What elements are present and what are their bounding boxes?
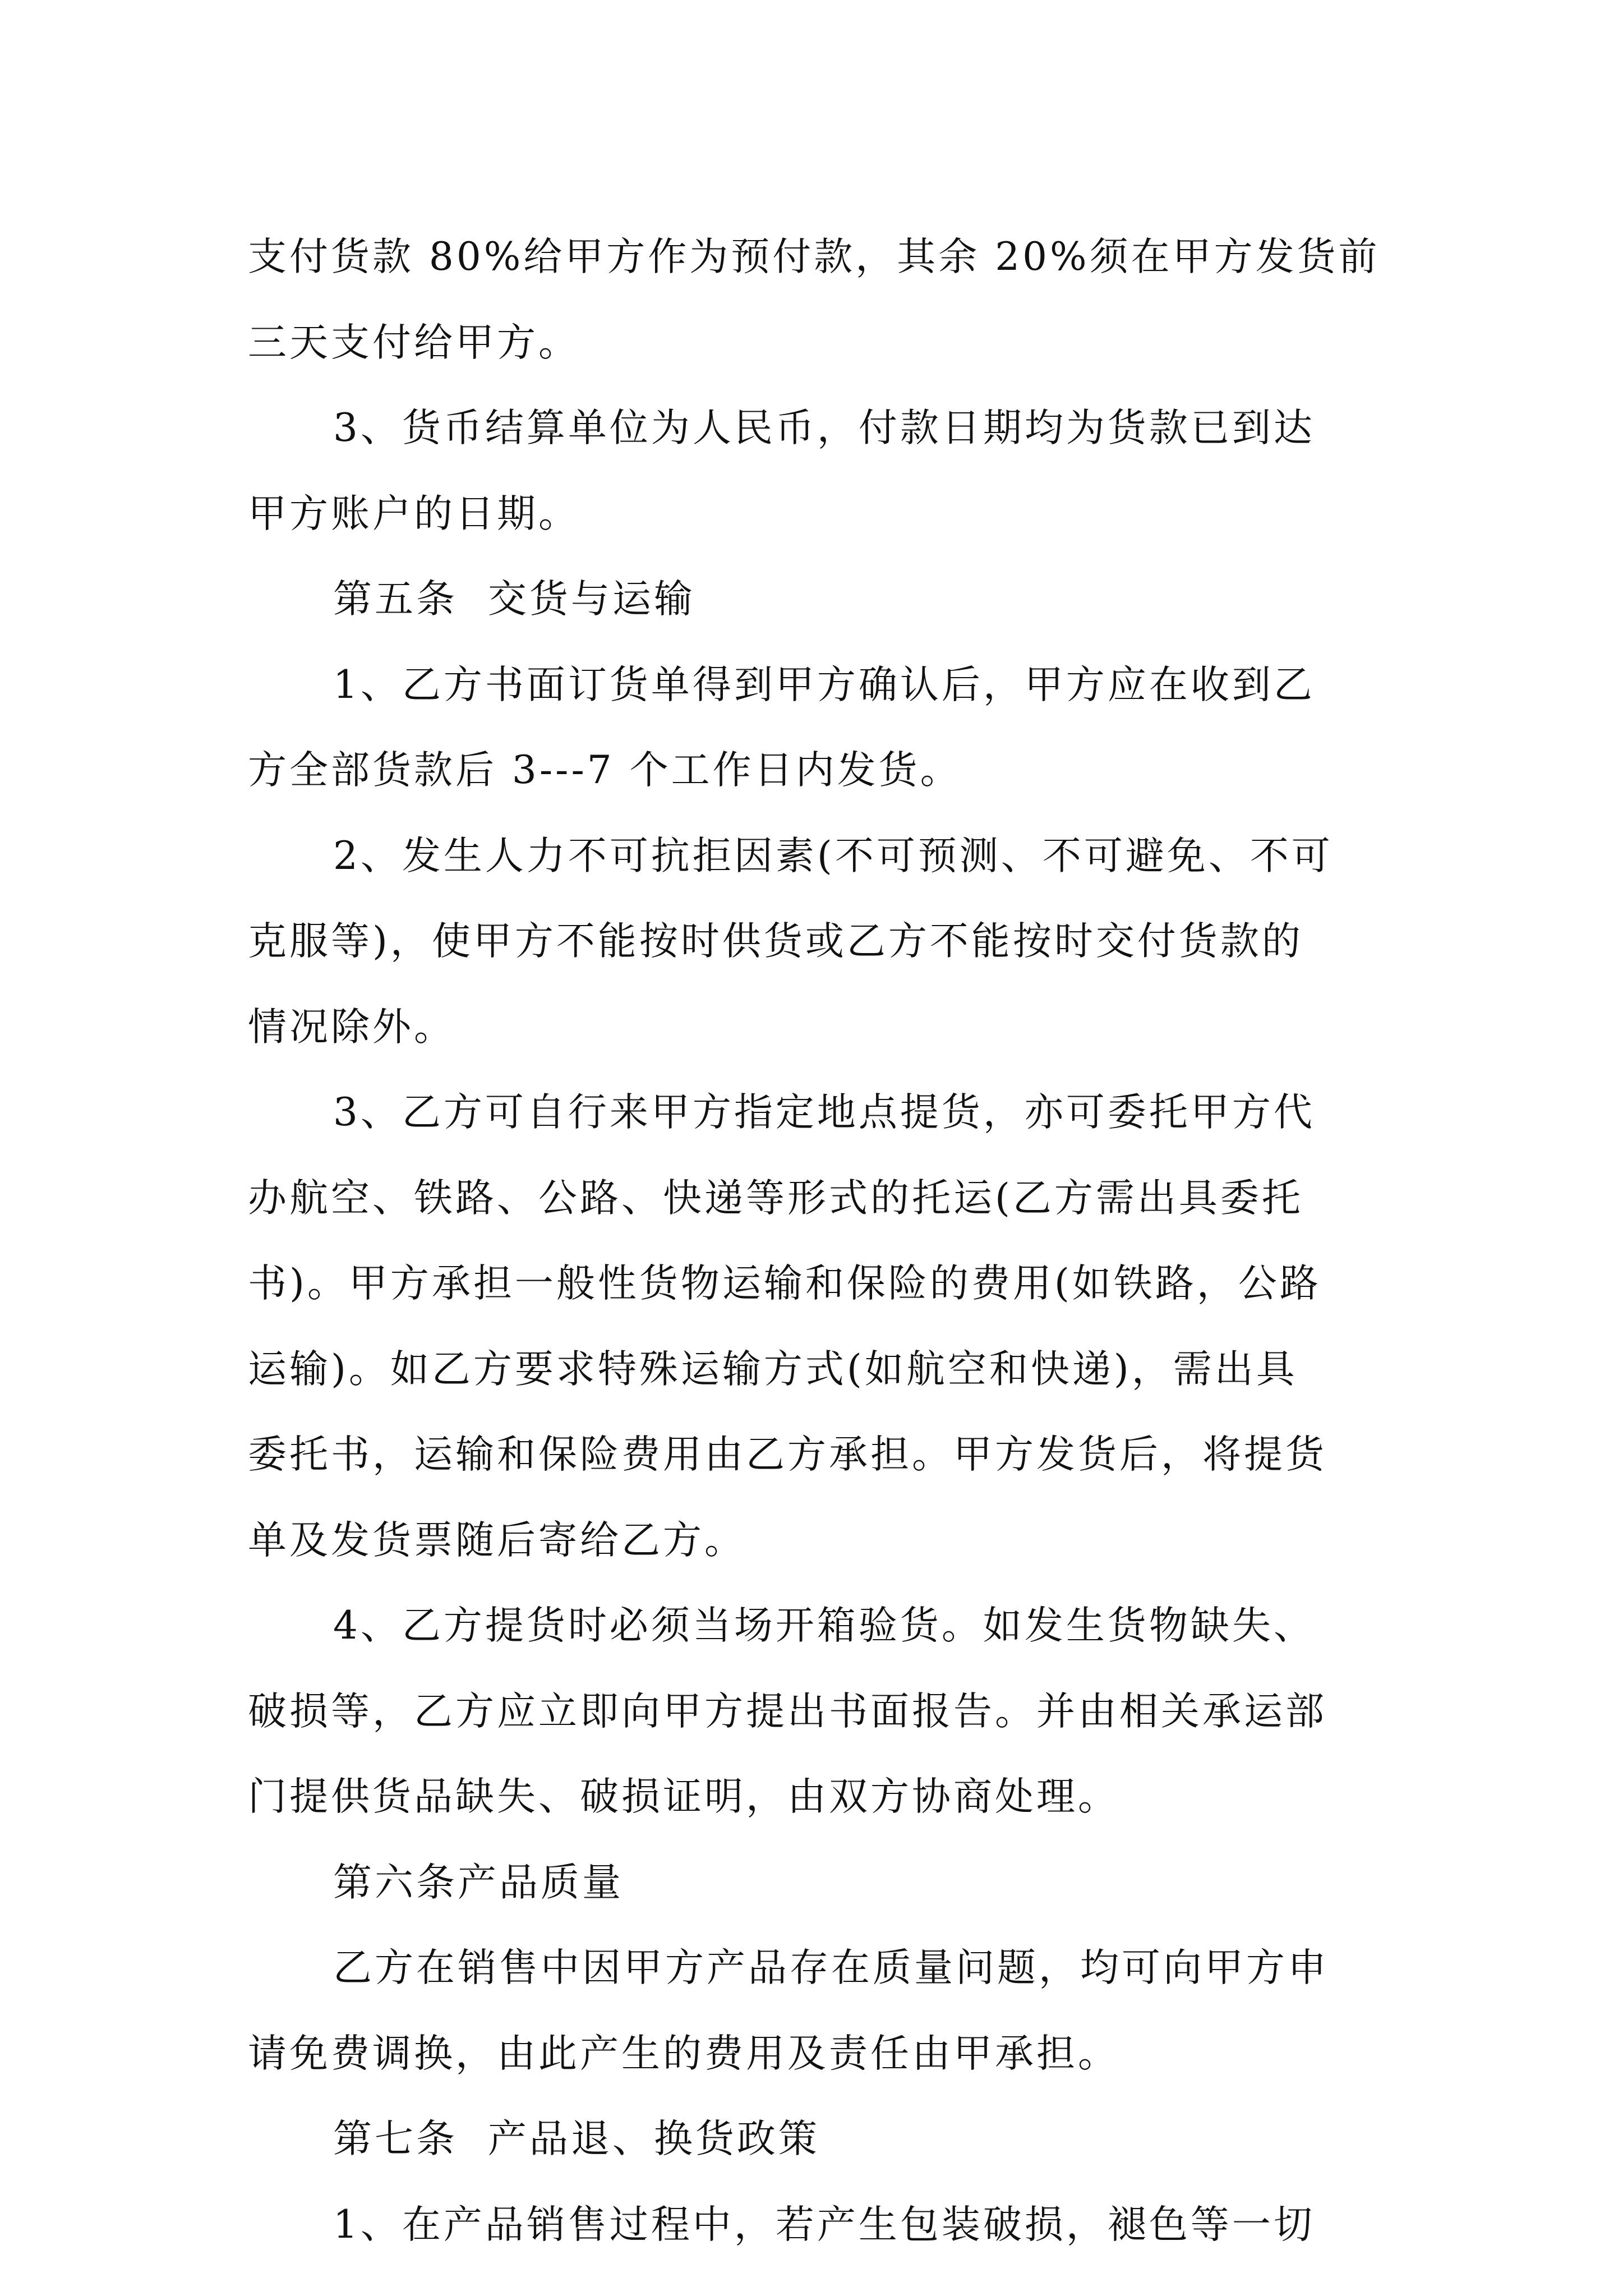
section-heading-article-6 xyxy=(248,1840,1387,1926)
heading-text: 第五条 交货与运输 xyxy=(333,577,695,622)
paragraph-returns-1 xyxy=(248,2182,1387,2268)
paragraph-payment-continuation xyxy=(248,214,1387,385)
paragraph-quality xyxy=(248,1925,1387,2096)
text-line: 2、发生人力不可抗拒因素(不可预测、不可避免、不可 xyxy=(333,833,1333,878)
text-line: 3、货币结算单位为人民币，付款日期均为货款已到达 xyxy=(333,406,1315,450)
text-line: 克服等)，使甲方不能按时供货或乙方不能按时交付货款的 xyxy=(248,919,1303,964)
text-line: 甲方账户的日期。 xyxy=(248,491,580,536)
text-line: 破损等，乙方应立即向甲方提出书面报告。并由相关承运部 xyxy=(248,1688,1327,1734)
text-line: 3、乙方可自行来甲方指定地点提货，亦可委托甲方代 xyxy=(333,1090,1315,1135)
text-line: 乙方在销售中因甲方产品存在质量问题，均可向甲方申 xyxy=(333,1945,1329,1990)
text-line: 情况除外。 xyxy=(248,1004,455,1050)
section-heading-article-5 xyxy=(248,556,1387,642)
text-line: 三天支付给甲方。 xyxy=(248,320,580,365)
paragraph-delivery-2 xyxy=(248,813,1387,1070)
paragraph-delivery-4 xyxy=(248,1583,1387,1840)
text-line: 办航空、铁路、公路、快递等形式的托运(乙方需出具委托 xyxy=(248,1175,1303,1221)
text-line: 1、在产品销售过程中，若产生包装破损，褪色等一切 xyxy=(333,2202,1315,2247)
paragraph-settlement-currency xyxy=(248,385,1387,556)
text-line: 单及发货票随后寄给乙方。 xyxy=(248,1517,746,1563)
paragraph-delivery-3 xyxy=(248,1070,1387,1583)
text-line: 1、乙方书面订货单得到甲方确认后，甲方应在收到乙 xyxy=(333,662,1315,707)
text-line: 门提供货品缺失、破损证明，由双方协商处理。 xyxy=(248,1774,1119,1819)
document-body xyxy=(248,214,1387,2267)
section-heading-article-7 xyxy=(248,2096,1387,2182)
heading-text: 第七条 产品退、换货政策 xyxy=(333,2116,820,2161)
paragraph-delivery-1 xyxy=(248,642,1387,813)
heading-text: 第六条产品质量 xyxy=(333,1860,624,1905)
text-line: 委托书，运输和保险费用由乙方承担。甲方发货后，将提货 xyxy=(248,1432,1327,1477)
text-line: 运输)。如乙方要求特殊运输方式(如航空和快递)，需出具 xyxy=(248,1346,1298,1392)
text-line: 书)。甲方承担一般性货物运输和保险的费用(如铁路，公路 xyxy=(248,1261,1321,1306)
text-line: 4、乙方提货时必须当场开箱验货。如发生货物缺失、 xyxy=(333,1603,1315,1648)
text-line: 请免费调换，由此产生的费用及责任由甲承担。 xyxy=(248,2031,1119,2076)
text-line: 支付货款 80%给甲方作为预付款，其余 20%须在甲方发货前 xyxy=(248,234,1380,279)
text-line: 方全部货款后 3---7 个工作日内发货。 xyxy=(248,748,962,793)
